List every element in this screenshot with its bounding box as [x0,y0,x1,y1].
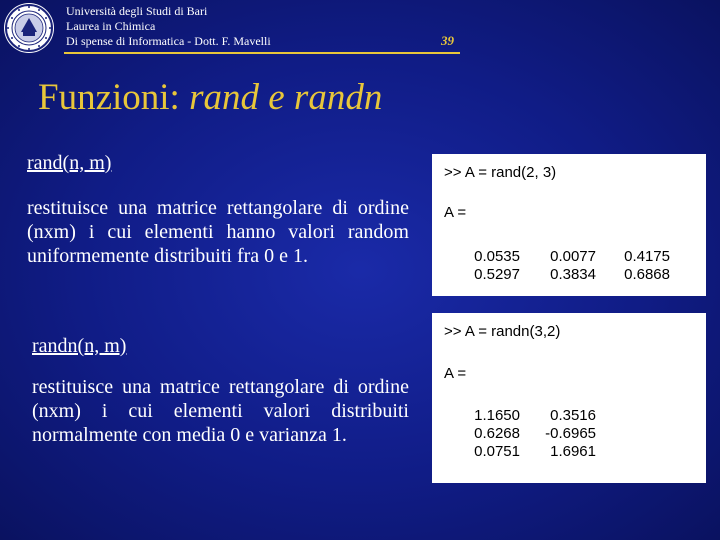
matrix-cell: 0.6868 [624,266,670,283]
title-rest: rand e randn [179,77,383,118]
randn-description: restituisce una matrice rettangolare di ordine (nxm) i cui elementi valori distribuiti normalmente con media 0 e varianza 1. [32,376,409,446]
slide-header [66,4,271,49]
matrix-cell: 1.1650 [474,407,520,424]
rand-heading: rand(n, m) [27,152,112,174]
rand-command: >> A = rand(2, 3) [444,164,557,181]
matrix-row [464,443,596,461]
matrix-cell: 1.6961 [550,443,596,460]
title-prefix: Funzioni: [38,77,180,118]
matrix-cell: -0.6965 [545,425,596,442]
header-degree: Laurea in Chimica [66,19,156,33]
randn-command: >> A = randn(3,2) [444,323,561,340]
rand-output-panel [432,154,706,296]
header-divider [64,52,460,54]
randn-output-panel [432,313,706,483]
rand-description: restituisce una matrice rettangolare di ordine (nxm) i cui elementi hanno valori random uniformemente distribuiti fra 0 e 1. [27,197,409,267]
randn-result-matrix [464,407,596,461]
matrix-cell: 0.0077 [550,248,596,265]
matrix-cell: 0.3516 [550,407,596,424]
matrix-cell: 0.4175 [624,248,670,265]
matrix-row [464,266,670,284]
randn-result-var: A = [444,365,467,382]
matrix-cell: 0.6268 [474,425,520,442]
page-number: 39 [441,33,454,48]
rand-result-matrix [464,248,670,284]
header-university: Università degli Studi di Bari [66,4,208,18]
randn-heading: randn(n, m) [32,335,127,357]
matrix-cell: 0.5297 [474,266,520,283]
matrix-row [464,407,596,425]
matrix-cell: 0.0751 [474,443,520,460]
rand-result-var: A = [444,204,467,221]
slide-title [38,76,382,119]
matrix-row [464,425,596,443]
university-seal-logo [3,2,55,54]
matrix-cell: 0.3834 [550,266,596,283]
matrix-row [464,248,670,266]
matrix-cell: 0.0535 [474,248,520,265]
header-course: Di spense di Informatica - Dott. F. Mavelli [66,34,271,48]
